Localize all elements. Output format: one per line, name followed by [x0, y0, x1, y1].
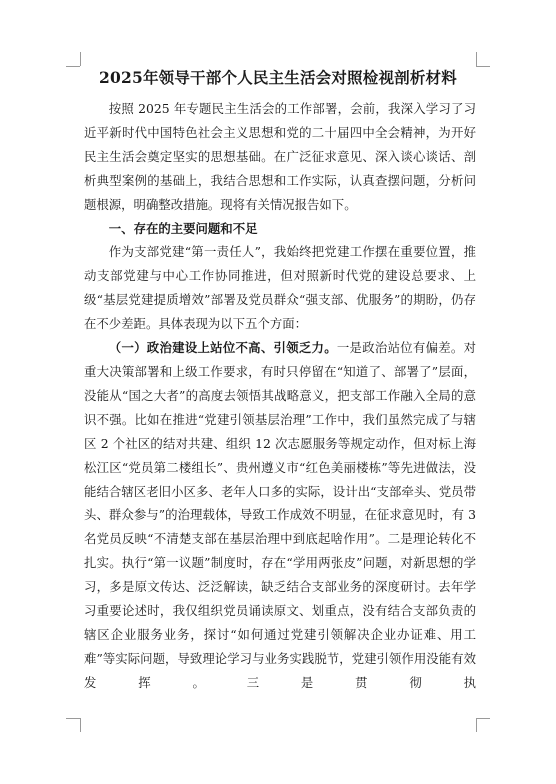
crop-mark-bottom-right-h: [476, 718, 490, 719]
subsection-text: 一是政治站位有偏差。对重大决策部署和上级工作要求，有时只停留在“知道了、部署了”层面，没能从“国之大者”的高度去领悟其战略意义，把支部工作融入全局的意识不强。比如在推进“党建引领基层治理”工作中，我们虽然完成了与辖区 2 个社区的结对共建、组织 12 次志愿服务等规定动作，但对标上海松江区“党员第二楼组长”、贵州遵义市“红色美丽楼栋”等先进做法，没能结合辖区老旧小区多、老年人口多的实际，设计出“支部牵头、党员带头、群众参与”的治理载体，导致工作成效不明显，在征求意见时，有 3名党员反映“不清楚支部在基层治理中到底起啥作用”。二是理论转化不扎实。执行“第一议题”制度时，存在“学用两张皮”问题，对新思想的学习，多是原文传达、泛泛解读，缺乏结合支部业务的深度研讨。去年学习重要论述时，我仅组织党员诵读原文、划重点，没有结合支部负责的辖区企业服务业务，探讨“如何通过党建引领解决企业办证难、用工难”等实际问题，导致理论学习与业务实践脱节，党建引领作用没能有效发挥。三是贯彻执: [84, 340, 476, 690]
section-heading: 一、存在的主要问题和不足: [108, 220, 258, 236]
intro-paragraph: 按照 2025 年专题民主生活会的工作部署，会前，我深入学习了习近平新时代中国特色社会主义思想和党的二十届四中全会精神，为开好民主生活会奠定坚实的思想基础。在广泛征求意见、深入谈心谈话、剖析典型案例的基础上，我结合思想和工作实际，认真查摆问题，分析问题根源，明确整改措施。现将有关情况报告如下。: [84, 101, 476, 212]
document-title: 2025年领导干部个人民主生活会对照检视剖析材料: [99, 68, 457, 87]
crop-mark-top-left-v: [80, 52, 81, 66]
crop-mark-top-right-v: [476, 52, 477, 66]
document-body: [84, 97, 476, 695]
crop-mark-bottom-left-h: [66, 718, 80, 719]
section-intro-paragraph: 作为支部党建“第一责任人”，我始终把党建工作摆在重要位置，推动支部党建与中心工作协同推进，但对照新时代党的建设总要求、上级“基层党建提质增效”部署及党员群众“强支部、优服务”的期盼，仍存在不少差距。具体表现为以下五个方面：: [84, 244, 476, 332]
subsection-paragraph: [84, 336, 476, 695]
crop-mark-top-right-h: [476, 66, 490, 67]
crop-mark-bottom-right-v: [476, 718, 477, 732]
crop-mark-bottom-left-v: [80, 718, 81, 732]
subsection-heading: （一）政治建设上站位不高、引领乏力。: [108, 340, 337, 356]
